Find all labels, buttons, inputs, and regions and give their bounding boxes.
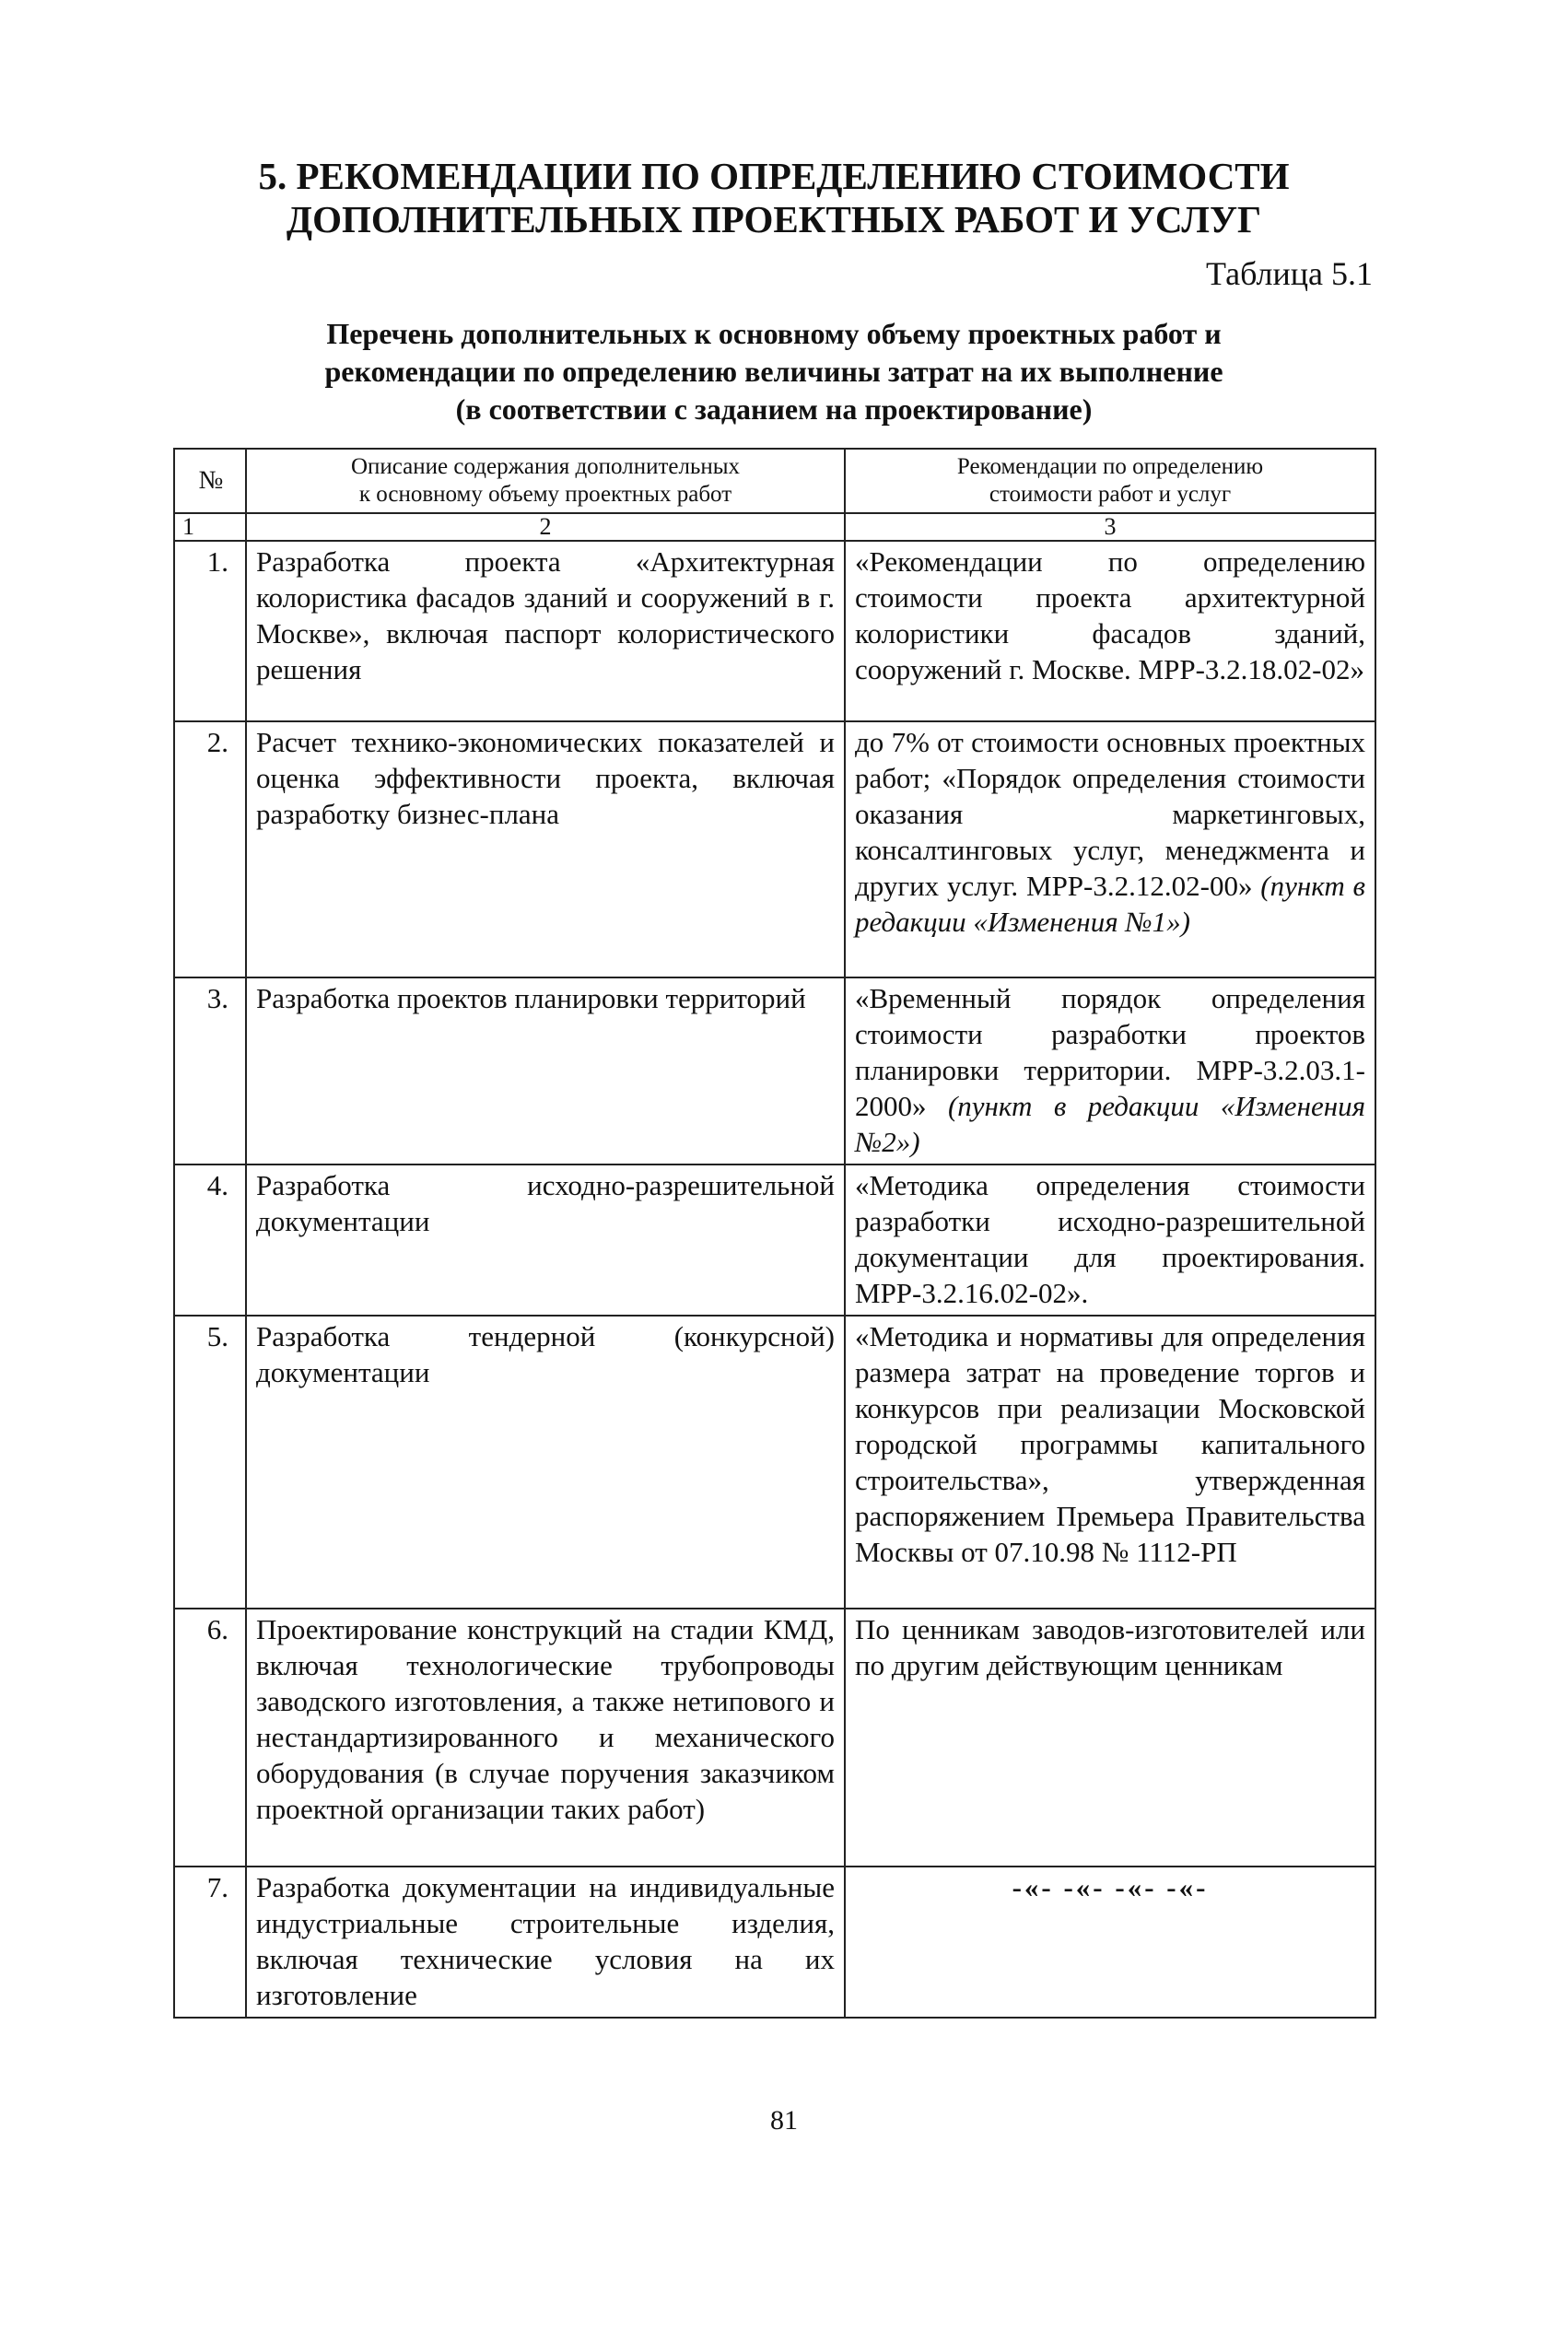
column-number-row bbox=[174, 513, 1375, 541]
row-recommendation-text: По ценникам заводов-изготовителей или по другим действующим ценникам bbox=[855, 1613, 1365, 1681]
table-header-row bbox=[174, 449, 1375, 513]
row-recommendation-text: «Методика и нормативы для определения размера затрат на проведение торгов и конкурсов при реализации Московской городской программы капитального строительства», утвержденная распоряжением Премьера Правительства Москвы от 07.10.98 № 1112-РП bbox=[855, 1320, 1365, 1568]
row-recommendation-note: (пункт в редакции «Изменения №2») bbox=[855, 1090, 1365, 1158]
header-recommendation bbox=[845, 449, 1375, 513]
row-description: Разработка тендерной (конкурсной) документации bbox=[246, 1316, 845, 1609]
table-row bbox=[174, 541, 1375, 721]
row-recommendation-text: «Временный порядок определения стоимости разработки проектов планировки территории. МРР-3.2.03.1-2000» bbox=[855, 982, 1365, 1122]
table-caption-line1: Перечень дополнительных к основному объему проектных работ и bbox=[326, 317, 1222, 350]
row-recommendation-text: до 7% от стоимости основных проектных работ; «Порядок определения стоимости оказания маркетинговых, консалтинговых услуг, менеджмента и других услуг. МРР-3.2.12.02-00» bbox=[855, 726, 1365, 902]
header-description-line2: к основному объему проектных работ bbox=[358, 482, 732, 507]
header-num: № bbox=[174, 449, 246, 513]
cost-recommendations-table bbox=[173, 448, 1376, 2019]
section-heading-line2: ДОПОЛНИТЕЛЬНЫХ ПРОЕКТНЫХ РАБОТ И УСЛУГ bbox=[286, 198, 1262, 240]
row-recommendation bbox=[845, 977, 1375, 1164]
row-description: Разработка документации на индивидуальные индустриальные строительные изделия, включая технические условия на их изготовление bbox=[246, 1867, 845, 2018]
column-number-2: 2 bbox=[246, 513, 845, 541]
row-number: 5. bbox=[174, 1316, 246, 1609]
page-number: 81 bbox=[770, 2105, 798, 2136]
column-number-3: 3 bbox=[845, 513, 1375, 541]
header-description bbox=[246, 449, 845, 513]
row-description: Разработка проекта «Архитектурная колористика фасадов зданий и сооружений в г. Москве», включая паспорт колористического решения bbox=[246, 541, 845, 721]
section-heading-line1: 5. РЕКОМЕНДАЦИИ ПО ОПРЕДЕЛЕНИЮ СТОИМОСТИ bbox=[258, 155, 1290, 197]
row-recommendation-note: (пункт в редакции «Изменения №1») bbox=[855, 870, 1365, 938]
header-description-line1: Описание содержания дополнительных bbox=[350, 454, 741, 479]
table-row bbox=[174, 1609, 1375, 1867]
row-description: Разработка проектов планировки территорий bbox=[246, 977, 845, 1164]
row-number: 3. bbox=[174, 977, 246, 1164]
row-recommendation bbox=[845, 1609, 1375, 1867]
column-number-1: 1 bbox=[174, 513, 246, 541]
header-recommendation-line1: Рекомендации по определению bbox=[956, 454, 1264, 479]
row-recommendation bbox=[845, 541, 1375, 721]
row-recommendation bbox=[845, 721, 1375, 977]
row-recommendation bbox=[845, 1164, 1375, 1316]
row-description: Расчет технико-экономических показателей и оценка эффективности проекта, включая разработку бизнес-плана bbox=[246, 721, 845, 977]
header-recommendation-line2: стоимости работ и услуг bbox=[989, 482, 1232, 507]
row-number: 1. bbox=[174, 541, 246, 721]
row-recommendation-text: «Рекомендации по определению стоимости проекта архитектурной колористики фасадов зданий, сооружений г. Москве. МРР-3.2.18.02-02» bbox=[855, 545, 1365, 685]
table-row bbox=[174, 1164, 1375, 1316]
table-caption-line3: (в соответствии с заданием на проектирование) bbox=[455, 392, 1093, 426]
table-row bbox=[174, 977, 1375, 1164]
table-row bbox=[174, 721, 1375, 977]
table-caption bbox=[230, 315, 1317, 428]
row-recommendation-text: «Методика определения стоимости разработки исходно-разрешительной документации для проектирования. МРР-3.2.16.02-02». bbox=[855, 1169, 1365, 1309]
row-number: 2. bbox=[174, 721, 246, 977]
row-recommendation bbox=[845, 1316, 1375, 1609]
row-number: 6. bbox=[174, 1609, 246, 1867]
row-recommendation-ditto: -«- -«- -«- -«- bbox=[845, 1867, 1375, 2018]
table-row bbox=[174, 1316, 1375, 1609]
table-row bbox=[174, 1867, 1375, 2018]
row-number: 4. bbox=[174, 1164, 246, 1316]
row-number: 7. bbox=[174, 1867, 246, 2018]
section-heading bbox=[230, 155, 1317, 241]
table-label: Таблица 5.1 bbox=[1206, 255, 1373, 292]
row-description: Проектирование конструкций на стадии КМД, включая технологические трубопроводы заводского изготовления, а также нетипового и нестандартизированного и механического оборудования (в случае поручения заказчиком проектной организации таких работ) bbox=[246, 1609, 845, 1867]
row-description: Разработка исходно-разрешительной документации bbox=[246, 1164, 845, 1316]
table-caption-line2: рекомендации по определению величины затрат на их выполнение bbox=[324, 355, 1223, 388]
